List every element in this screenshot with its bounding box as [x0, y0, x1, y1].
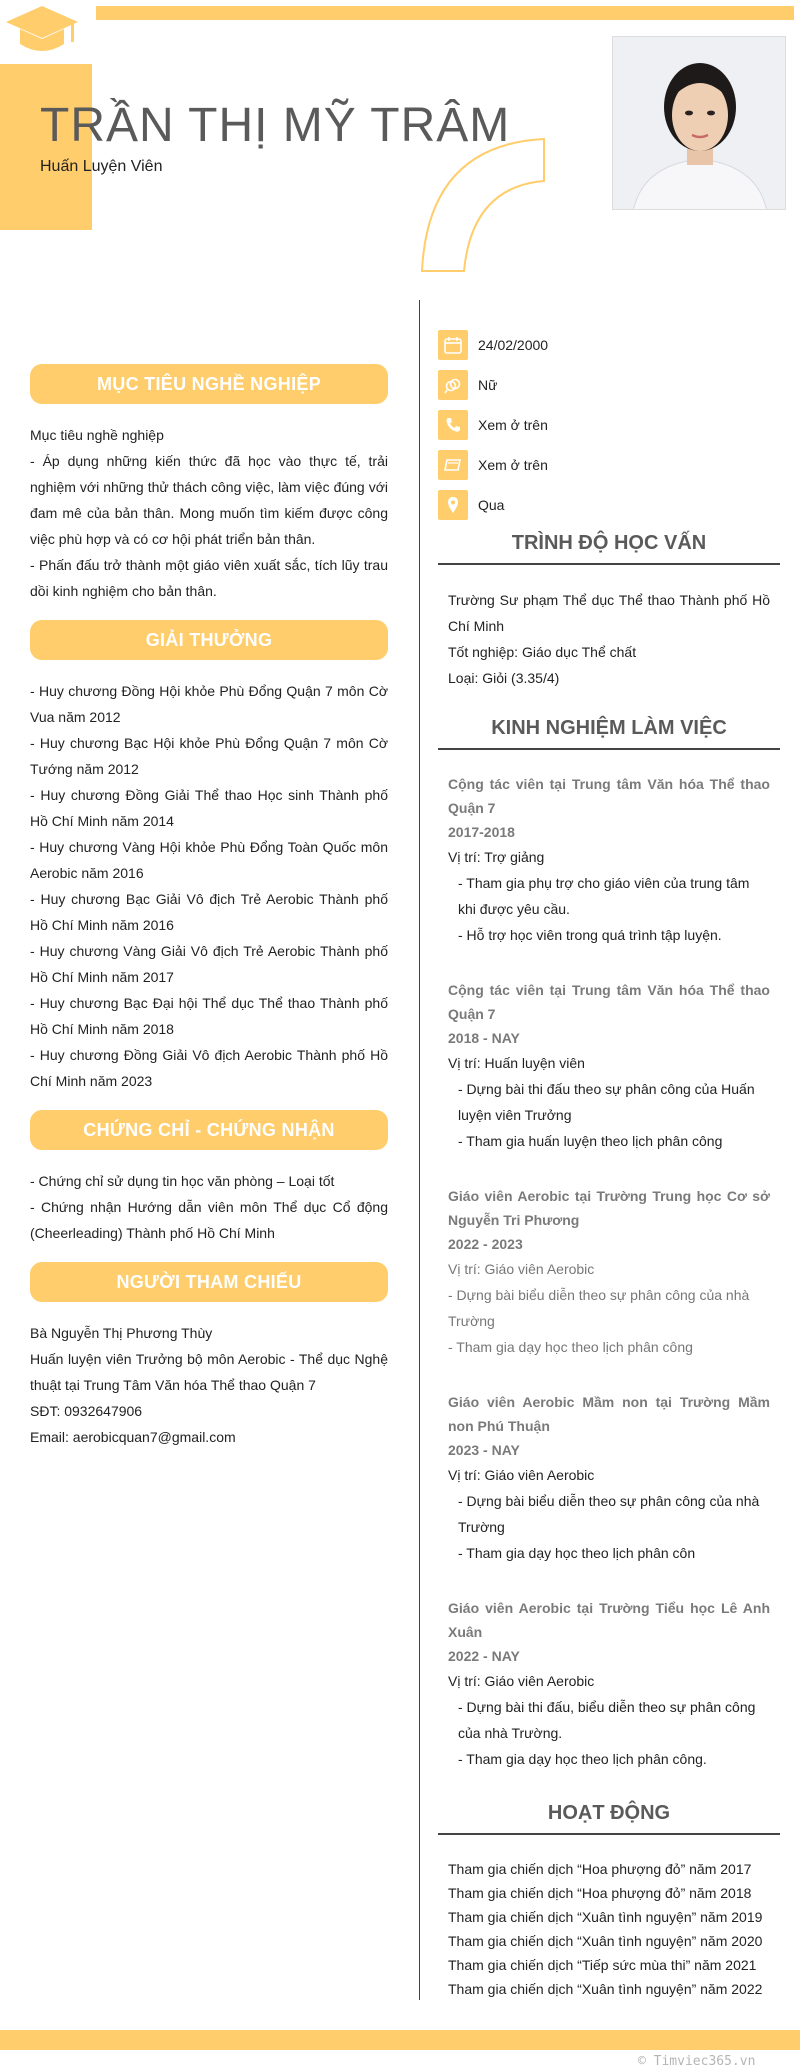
job-entry [438, 1184, 780, 1360]
award-item: - Huy chương Đồng Giải Thể thao Học sinh Thành phố Hồ Chí Minh năm 2014 [30, 787, 388, 829]
objective-line: - Áp dụng những kiến thức đã học vào thực tế, trải nghiệm với những thử thách công việc, làm việc đúng với đam mê của bản thân. Mong muốn tìm kiếm được công việc phù hợp và có cơ hội phát triển bản thân. [30, 453, 388, 547]
award-item: - Huy chương Vàng Giải Vô địch Trẻ Aerobic Thành phố Hồ Chí Minh năm 2017 [30, 943, 388, 985]
activity-item: Tham gia chiến dịch “Xuân tình nguyện” năm 2019 [448, 1909, 763, 1925]
contact-row-email [438, 450, 780, 480]
education-heading: TRÌNH ĐỘ HỌC VẤN [438, 532, 780, 565]
job-task: - Tham gia dạy học theo lịch phân công. [458, 1751, 707, 1767]
job-role: Vị trí: Huấn luyện viên [448, 1055, 585, 1071]
graduation-cap-icon [4, 4, 80, 62]
education-line: Trường Sư phạm Thể dục Thể thao Thành phố Hồ Chí Minh [448, 592, 770, 634]
location-icon [438, 490, 468, 520]
activities-heading: HOẠT ĐỘNG [438, 1802, 780, 1835]
award-item: - Huy chương Vàng Hội khỏe Phù Đổng Toàn Quốc môn Aerobic năm 2016 [30, 839, 388, 881]
activity-item: Tham gia chiến dịch “Xuân tình nguyện” năm 2022 [448, 1981, 763, 1997]
job-title: Cộng tác viên tại Trung tâm Văn hóa Thể thao Quận 7 [448, 776, 770, 816]
calendar-icon [438, 330, 468, 360]
contact-row-birthdate [438, 330, 780, 360]
profile-portrait-icon [613, 37, 786, 210]
job-entry [438, 1596, 780, 1772]
certificate-item: - Chứng chỉ sử dụng tin học văn phòng – Loại tốt [30, 1173, 335, 1189]
contact-section [438, 330, 780, 520]
references-heading: NGƯỜI THAM CHIẾU [30, 1262, 388, 1302]
award-item: - Huy chương Đồng Hội khỏe Phù Đổng Quận 7 môn Cờ Vua năm 2012 [30, 683, 388, 725]
award-item: - Huy chương Bạc Hội khỏe Phù Đổng Quận 7 môn Cờ Tướng năm 2012 [30, 735, 388, 777]
job-role: Vị trí: Giáo viên Aerobic [448, 1467, 595, 1483]
job-task: - Dựng bài thi đấu, biểu diễn theo sự phân công của nhà Trường. [458, 1699, 756, 1741]
education-section [438, 532, 780, 691]
candidate-title: Huấn Luyện Viên [40, 158, 163, 175]
job-title: Cộng tác viên tại Trung tâm Văn hóa Thể thao Quận 7 [448, 982, 770, 1022]
experience-heading: KINH NGHIỆM LÀM VIỆC [438, 717, 780, 750]
activity-item: Tham gia chiến dịch “Hoa phượng đỏ” năm 2018 [448, 1885, 752, 1901]
gender-icon [438, 370, 468, 400]
reference-line: SĐT: 0932647906 [30, 1403, 143, 1419]
activity-item: Tham gia chiến dịch “Hoa phượng đỏ” năm 2017 [448, 1861, 752, 1877]
watermark: © Timviec365.vn [638, 2054, 756, 2069]
education-line: Tốt nghiệp: Giáo dục Thể chất [448, 644, 637, 660]
activity-item: Tham gia chiến dịch “Xuân tình nguyện” năm 2020 [448, 1933, 763, 1949]
arc-decoration [418, 135, 548, 275]
job-task: - Tham gia huấn luyện theo lịch phân công [458, 1133, 723, 1149]
contact-text: Xem ở trên [478, 457, 548, 473]
job-period: 2023 - NAY [448, 1442, 520, 1458]
contact-text: Qua [478, 497, 505, 513]
objective-heading: MỤC TIÊU NGHỀ NGHIỆP [30, 364, 388, 404]
contact-text: 24/02/2000 [478, 337, 549, 353]
certificates-heading: CHỨNG CHỈ - CHỨNG NHẬN [30, 1110, 388, 1150]
job-entry [438, 772, 780, 948]
activities-section [438, 1802, 780, 2001]
objective-line: - Phấn đấu trở thành một giáo viên xuất sắc, tích lũy trau dồi kinh nghiệm cho bản thân. [30, 557, 388, 599]
candidate-name: TRẦN THỊ MỸ TRÂM [40, 99, 511, 152]
contact-row-gender [438, 370, 780, 400]
certificate-item: - Chứng nhận Hướng dẫn viên môn Thể dục Cổ động (Cheerleading) Thành phố Hồ Chí Minh [30, 1199, 388, 1241]
job-task: - Dựng bài biểu diễn theo sự phân công của nhà Trường [458, 1493, 760, 1535]
job-task: - Dựng bài biểu diễn theo sự phân công của nhà Trường [448, 1287, 750, 1329]
email-icon [438, 450, 468, 480]
job-title: Giáo viên Aerobic tại Trường Trung học Cơ sở Nguyễn Tri Phương [448, 1188, 770, 1228]
phone-icon [438, 410, 468, 440]
contact-text: Xem ở trên [478, 417, 548, 433]
job-task: - Tham gia dạy học theo lịch phân côn [458, 1545, 696, 1561]
experience-section [438, 717, 780, 1772]
job-task: - Tham gia phụ trợ cho giáo viên của trung tâm khi được yêu cầu. [458, 875, 750, 917]
award-item: - Huy chương Đồng Giải Vô địch Aerobic Thành phố Hồ Chí Minh năm 2023 [30, 1047, 388, 1089]
job-task: - Dựng bài thi đấu theo sự phân công của Huấn luyện viên Trưởng [458, 1081, 755, 1123]
job-task: - Tham gia dạy học theo lịch phân công [448, 1339, 693, 1355]
bottom-accent-bar [0, 2030, 800, 2050]
reference-line: Huấn luyện viên Trưởng bộ môn Aerobic - Thể dục Nghệ thuật tại Trung Tâm Văn hóa Thể thao Quận 7 [30, 1351, 388, 1393]
certificates-section [30, 1110, 388, 1246]
job-title: Giáo viên Aerobic Mầm non tại Trường Mầm non Phú Thuận [448, 1394, 770, 1434]
award-item: - Huy chương Bạc Đại hội Thể dục Thể thao Thành phố Hồ Chí Minh năm 2018 [30, 995, 388, 1037]
job-entry [438, 978, 780, 1154]
references-section [30, 1262, 388, 1450]
objective-section [30, 364, 388, 604]
award-item: - Huy chương Bạc Giải Vô địch Trẻ Aerobic Thành phố Hồ Chí Minh năm 2016 [30, 891, 388, 933]
right-column [438, 330, 780, 2001]
education-line: Loại: Giỏi (3.35/4) [448, 670, 560, 686]
job-period: 2022 - NAY [448, 1648, 520, 1664]
profile-photo [612, 36, 786, 210]
contact-text: Nữ [478, 377, 498, 393]
job-period: 2018 - NAY [448, 1030, 520, 1046]
left-column [30, 364, 388, 1466]
job-role: Vị trí: Giáo viên Aerobic [448, 1261, 595, 1277]
activity-item: Tham gia chiến dịch “Tiếp sức mùa thi” năm 2021 [448, 1957, 757, 1973]
awards-section [30, 620, 388, 1094]
job-period: 2022 - 2023 [448, 1236, 523, 1252]
job-title: Giáo viên Aerobic tại Trường Tiểu học Lê Anh Xuân [448, 1600, 770, 1640]
reference-line: Email: aerobicquan7@gmail.com [30, 1429, 236, 1445]
job-role: Vị trí: Giáo viên Aerobic [448, 1673, 595, 1689]
awards-heading: GIẢI THƯỞNG [30, 620, 388, 660]
contact-row-address [438, 490, 780, 520]
top-accent-bar [96, 6, 794, 20]
job-entry [438, 1390, 780, 1566]
contact-row-phone [438, 410, 780, 440]
job-task: - Hỗ trợ học viên trong quá trình tập luyện. [458, 927, 722, 943]
job-role: Vị trí: Trợ giảng [448, 849, 545, 865]
objective-line: Mục tiêu nghề nghiệp [30, 427, 164, 443]
column-divider [419, 300, 420, 2000]
reference-line: Bà Nguyễn Thị Phương Thùy [30, 1325, 213, 1341]
job-period: 2017-2018 [448, 824, 515, 840]
